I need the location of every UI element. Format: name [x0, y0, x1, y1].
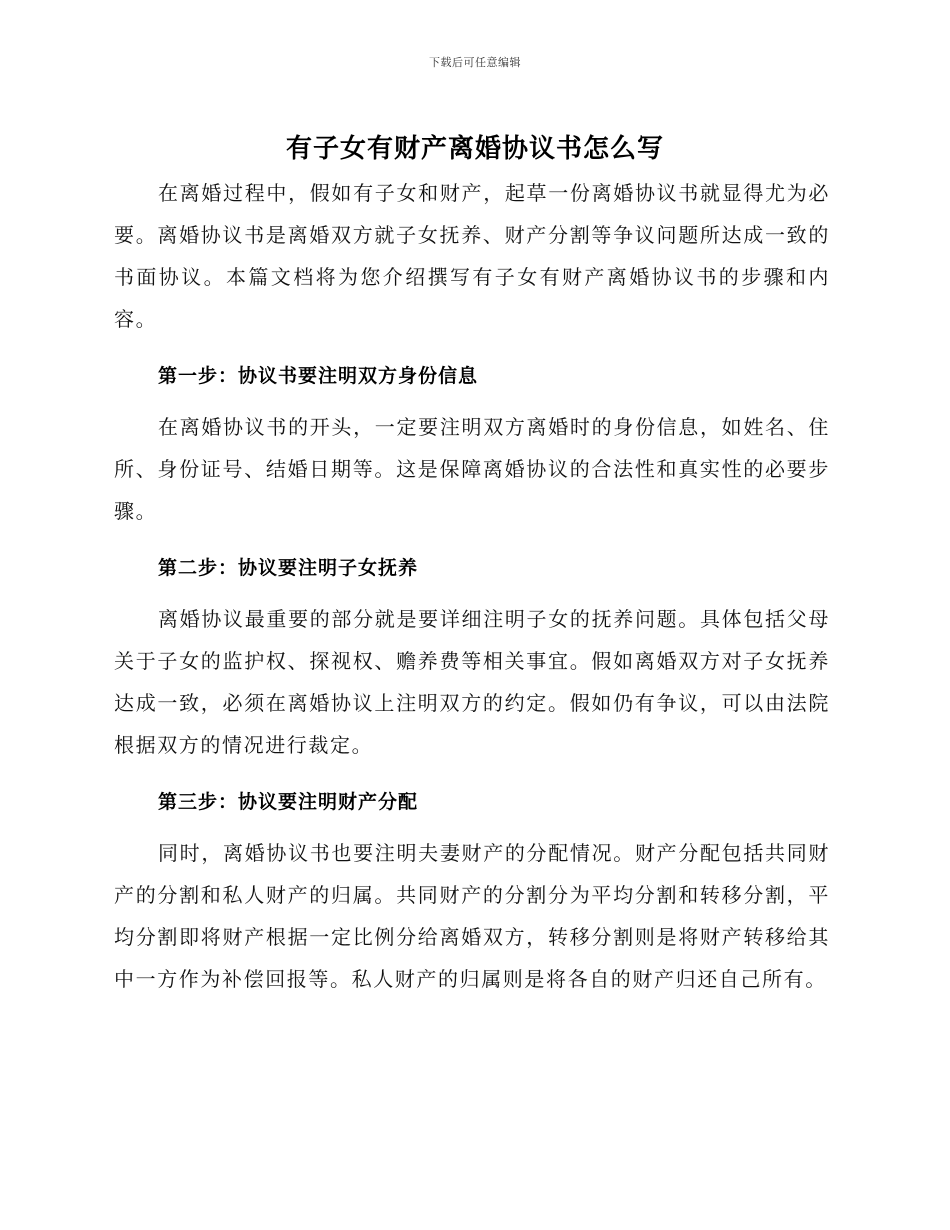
step-heading-1: 第一步：协议书要注明双方身份信息: [158, 365, 479, 387]
document-body: [114, 172, 830, 1000]
document-title: 有子女有财产离婚协议书怎么写: [285, 134, 664, 164]
step-paragraph-2: 离婚协议最重要的部分就是要详细注明子女的抚养问题。具体包括父母关于子女的监护权、探视权、赡养费等相关事宜。假如离婚双方对子女抚养达成一致，必须在离婚协议上注明双方的约定。假如仍有争议，可以由法院根据双方的情况进行裁定。: [114, 607, 830, 757]
step-section-3: [114, 786, 830, 1000]
step-section-2: [114, 552, 830, 766]
step-heading-3: 第三步：协议要注明财产分配: [158, 791, 419, 813]
intro-paragraph: 在离婚过程中，假如有子女和财产，起草一份离婚协议书就显得尤为必要。离婚协议书是离婚双方就子女抚养、财产分割等争议问题所达成一致的书面协议。本篇文档将为您介绍撰写有子女有财产离婚协议书的步骤和内容。: [114, 181, 830, 331]
step-paragraph-3: 同时，离婚协议书也要注明夫妻财产的分配情况。财产分配包括共同财产的分割和私人财产的归属。共同财产的分割分为平均分割和转移分割，平均分割即将财产根据一定比例分给离婚双方，转移分割则是将财产转移给其中一方作为补偿回报等。私人财产的归属则是将各自的财产归还自己所有。: [114, 841, 830, 991]
step-paragraph-1: 在离婚协议书的开头，一定要注明双方离婚时的身份信息，如姓名、住所、身份证号、结婚日期等。这是保障离婚协议的合法性和真实性的必要步骤。: [114, 415, 830, 523]
step-section-1: [114, 360, 830, 532]
header-note: 下载后可任意编辑: [429, 56, 521, 69]
step-heading-2: 第二步：协议要注明子女抚养: [158, 557, 419, 579]
